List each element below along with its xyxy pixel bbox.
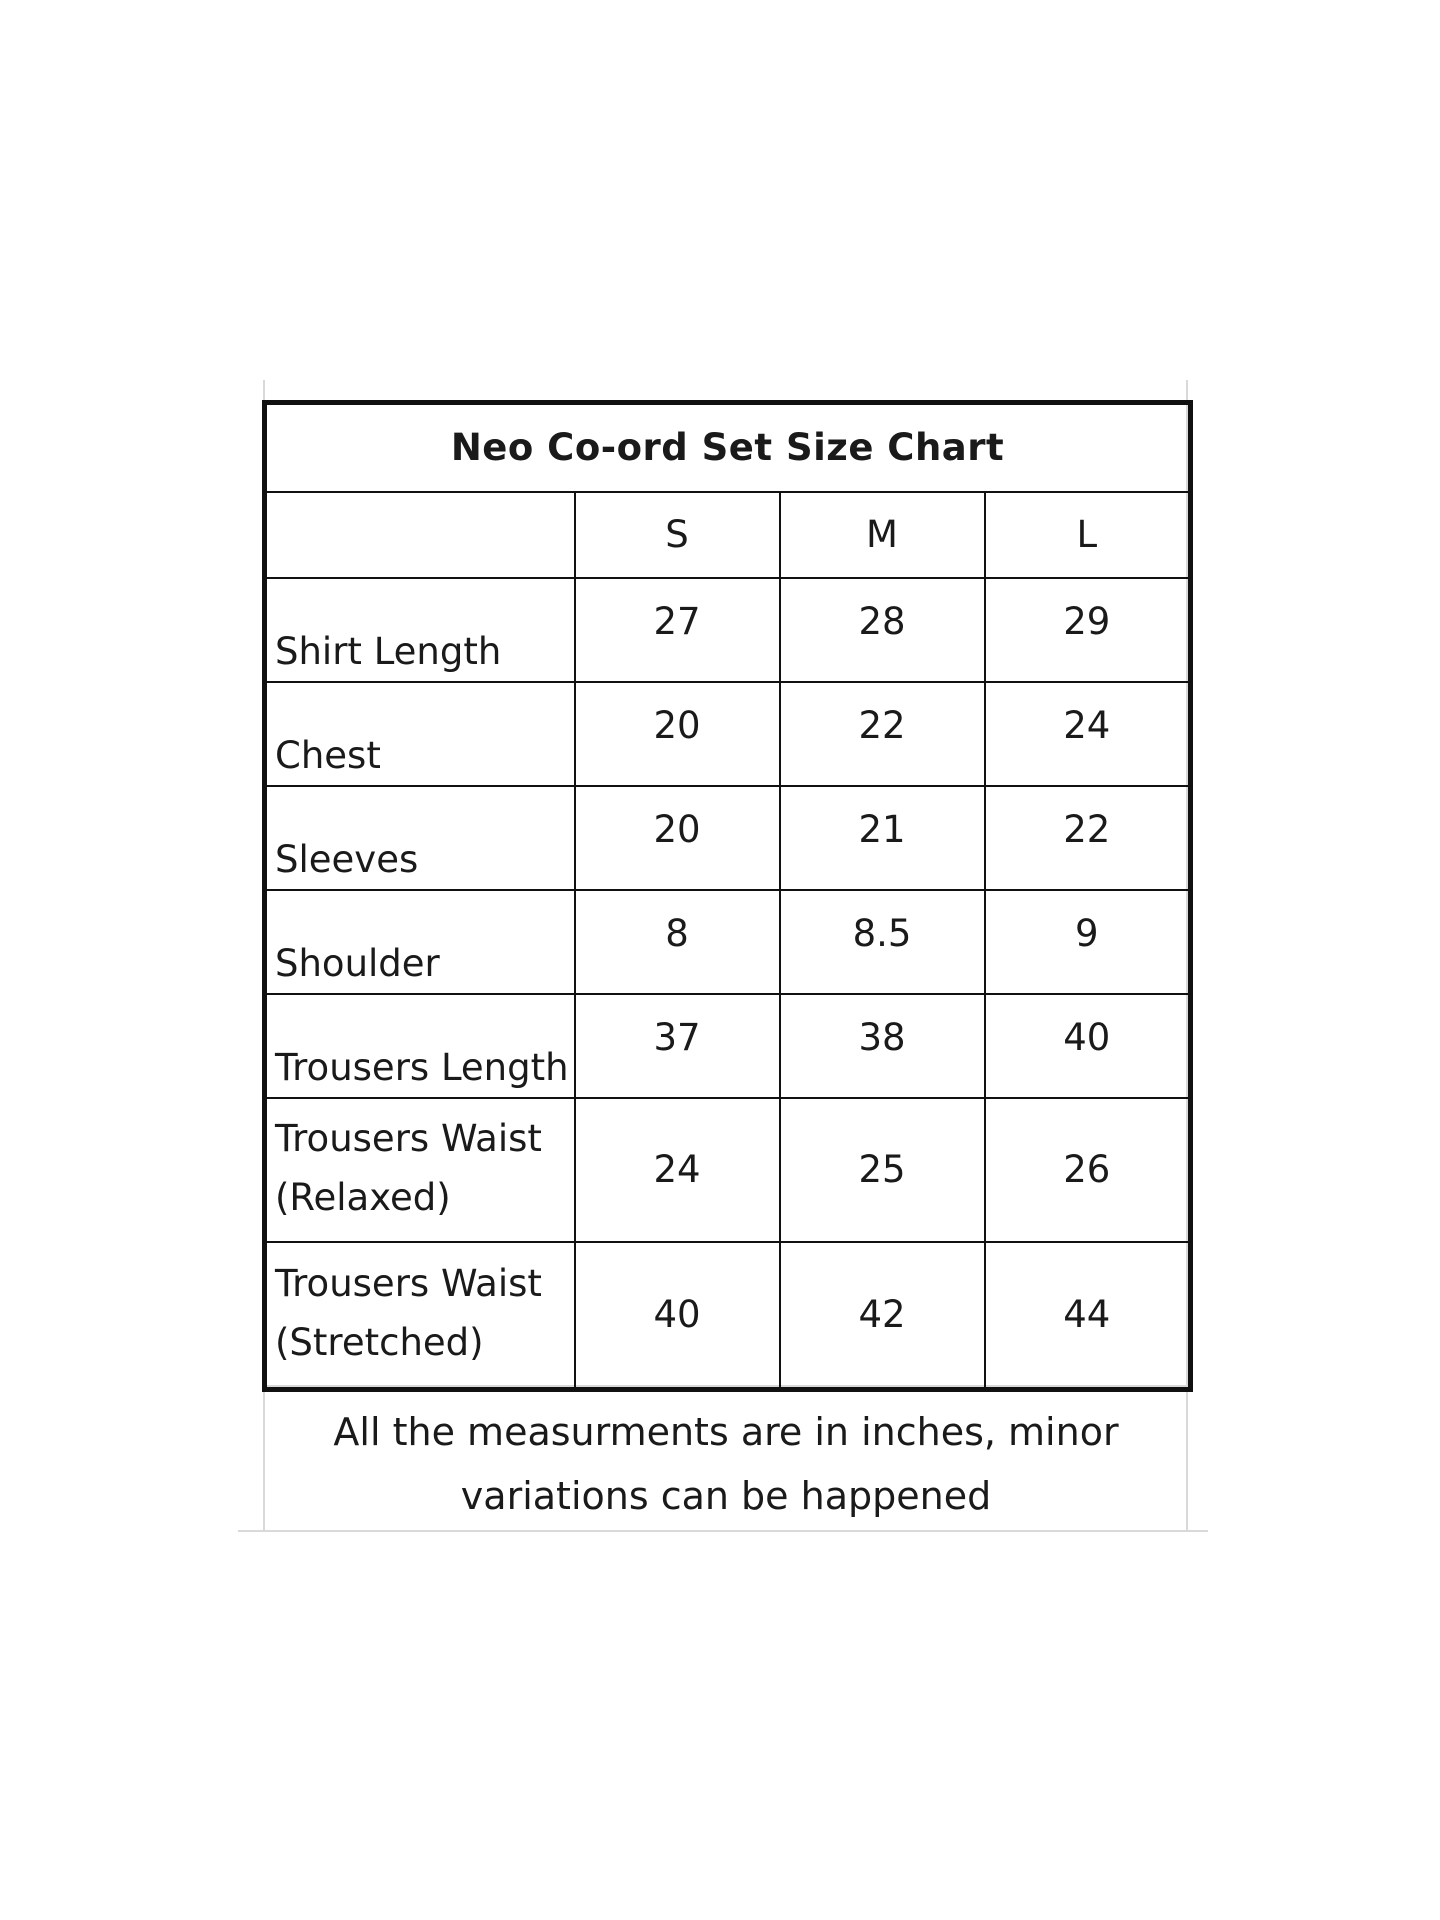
header-size-m: M — [780, 492, 985, 578]
value-cell: 42 — [780, 1242, 985, 1390]
row-label: Chest — [265, 682, 575, 786]
table-row — [265, 682, 1191, 786]
row-label — [265, 1242, 575, 1390]
value-cell: 8 — [575, 890, 780, 994]
measurement-note-line1: All the measurments are in inches, minor — [333, 1410, 1119, 1454]
value-cell: 20 — [575, 786, 780, 890]
table-row — [265, 578, 1191, 682]
row-label: Shoulder — [265, 890, 575, 994]
row-label: Trousers Length — [265, 994, 575, 1098]
value-cell: 9 — [985, 890, 1191, 994]
value-cell: 27 — [575, 578, 780, 682]
row-label-line1: Trousers Waist — [275, 1261, 542, 1305]
table-row — [265, 1242, 1191, 1390]
value-cell: 40 — [575, 1242, 780, 1390]
value-cell: 22 — [985, 786, 1191, 890]
header-empty-cell — [265, 492, 575, 578]
value-cell: 24 — [575, 1098, 780, 1242]
value-cell: 40 — [985, 994, 1191, 1098]
table-row — [265, 786, 1191, 890]
measurement-note-line2: variations can be happened — [460, 1474, 992, 1518]
value-cell: 26 — [985, 1098, 1191, 1242]
value-cell: 21 — [780, 786, 985, 890]
table-row — [265, 994, 1191, 1098]
header-size-l: L — [985, 492, 1191, 578]
value-cell: 38 — [780, 994, 985, 1098]
row-label — [265, 1098, 575, 1242]
size-chart-table — [262, 400, 1193, 1392]
table-row — [265, 890, 1191, 994]
row-label-line2: (Relaxed) — [275, 1176, 451, 1219]
value-cell: 28 — [780, 578, 985, 682]
measurement-note — [266, 1400, 1186, 1528]
table-row — [265, 1098, 1191, 1242]
value-cell: 8.5 — [780, 890, 985, 994]
row-label-line1: Trousers Waist — [275, 1116, 542, 1160]
value-cell: 29 — [985, 578, 1191, 682]
title-row — [265, 403, 1191, 493]
row-label: Sleeves — [265, 786, 575, 890]
gridline-bottom — [238, 1530, 1208, 1532]
value-cell: 44 — [985, 1242, 1191, 1390]
value-cell: 22 — [780, 682, 985, 786]
value-cell: 20 — [575, 682, 780, 786]
value-cell: 37 — [575, 994, 780, 1098]
row-label: Shirt Length — [265, 578, 575, 682]
value-cell: 24 — [985, 682, 1191, 786]
row-label-line2: (Stretched) — [275, 1321, 484, 1364]
value-cell: 25 — [780, 1098, 985, 1242]
chart-title: Neo Co-ord Set Size Chart — [265, 403, 1191, 493]
header-row — [265, 492, 1191, 578]
header-size-s: S — [575, 492, 780, 578]
